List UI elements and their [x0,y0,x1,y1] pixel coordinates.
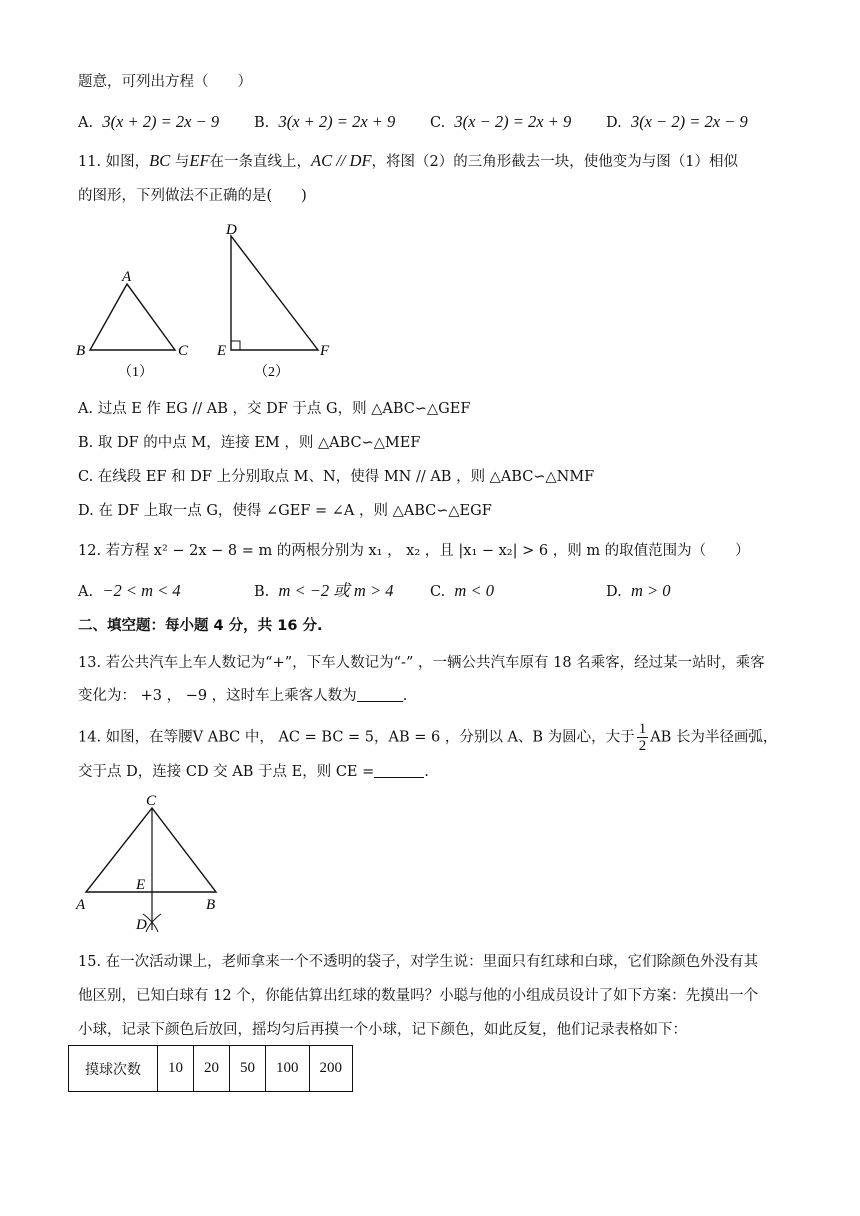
fig1-label-c: C [178,343,189,359]
q11-option-d[interactable]: D. 在 DF 上取一点 G，使得 ∠GEF = ∠A ，则 △ABC∽△EGF [78,503,492,519]
section-heading-fill-in: 二、填空题：每小题 4 分，共 16 分. [78,618,323,634]
table-cell: 20 [194,1046,230,1092]
q10-option-a[interactable]: A. 3(x + 2) = 2x − 9 [78,112,220,131]
q14-stem-line1: 14. 如图，在等腰V ABC 中， AC = BC = 5，AB = 6 ，分别以 A、B 为圆心，大于 $\frac{1}{2}$ AB 长为半径画弧， [78,721,778,754]
fig14-label-a: A [76,897,86,913]
q14-fraction: $\frac{1}{2}$ [638,721,647,754]
q10-option-b[interactable]: B. 3(x + 2) = 2x + 9 [254,112,396,131]
q10-option-d[interactable]: D. 3(x − 2) = 2x − 9 [606,112,748,131]
figure-1-triangle [76,269,189,380]
table-cell: 200 [309,1046,353,1092]
q11-stem-line2: 的图形，下列做法不正确的是( ) [78,188,307,204]
fig2-caption: （2） [254,365,289,380]
fig1-label-a: A [122,269,132,285]
q13-stem-line1: 13. 若公共汽车上车人数记为“+”，下车人数记为“-” ，一辆公共汽车原有 18 名乘客，经过某一站时，乘客 [78,655,765,671]
q10-stem-tail: 题意，可列出方程（ ） [78,74,252,90]
arc-from-b [146,914,161,932]
fig1-label-b: B [76,343,86,359]
q14-stem-line2: 交于点 D，连接 CD 交 AB 于点 E，则 CE = . [78,764,429,780]
q11-stem-line1: 11. 如图，BC 与EF在一条直线上，AC // DF，将图（2）的三角形截去一块，使他变为与图（1）相似 [78,151,738,170]
q12-option-b[interactable]: B. m < −2 或 m > 4 [254,581,394,600]
q11-figures [70,218,370,383]
fig14-label-e: E [136,877,146,893]
table-cell: 10 [158,1046,194,1092]
q15-stem-line1: 15. 在一次活动课上，老师拿来一个不透明的袋子，对学生说：里面只有红球和白球，它们除颜色外没有其 [78,954,759,970]
q12-stem: 12. 若方程 x² − 2x − 8 = m 的两根分别为 x₁ ， x₂ ，且 |x₁ − x₂| > 6 ，则 m 的取值范围为（ ） [78,543,750,559]
table-row [69,1046,353,1092]
q12-option-a[interactable]: A. −2 < m < 4 [78,581,181,600]
fig14-label-d: D [136,917,147,933]
q11-option-a[interactable]: A. 过点 E 作 EG // AB ，交 DF 于点 G，则 △ABC∽△GEF [78,401,471,417]
fig14-label-c: C [146,793,157,809]
q10-option-c[interactable]: C. 3(x − 2) = 2x + 9 [430,112,572,131]
table-cell: 100 [266,1046,310,1092]
q13-answer-blank[interactable] [357,687,403,702]
q15-stem-line3: 小球，记录下颜色后放回，摇均匀后再摸一个小球，记下颜色，如此反复，他们记录表格如下： [78,1022,687,1038]
q15-record-table [68,1045,353,1092]
q14-answer-blank[interactable] [374,763,424,778]
fig2-label-f: F [320,343,330,359]
table-header-cell: 摸球次数 [69,1046,158,1092]
fig14-label-b: B [206,897,216,913]
q12-option-d[interactable]: D. m > 0 [606,581,671,600]
fig2-label-e: E [217,343,227,359]
q14-figure [70,788,230,938]
q11-option-b[interactable]: B. 取 DF 的中点 M，连接 EM ，则 △ABC∽△MEF [78,435,421,451]
q12-option-c[interactable]: C. m < 0 [430,581,494,600]
table-cell: 50 [230,1046,266,1092]
figure-2-right-triangle [216,222,330,380]
q13-stem-line2: 变化为： +3 ， −9 ，这时车上乘客人数为 . [78,688,408,704]
fig2-label-d: D [226,222,237,238]
q15-stem-line2: 他区别，已知白球有 12 个，你能估算出红球的数量吗？小聪与他的小组成员设计了如下方案：先摸出一个 [78,988,759,1004]
q11-option-c[interactable]: C. 在线段 EF 和 DF 上分别取点 M、N，使得 MN // AB ，则 △ABC∽△NMF [78,469,595,485]
fig1-caption: （1） [118,365,153,380]
